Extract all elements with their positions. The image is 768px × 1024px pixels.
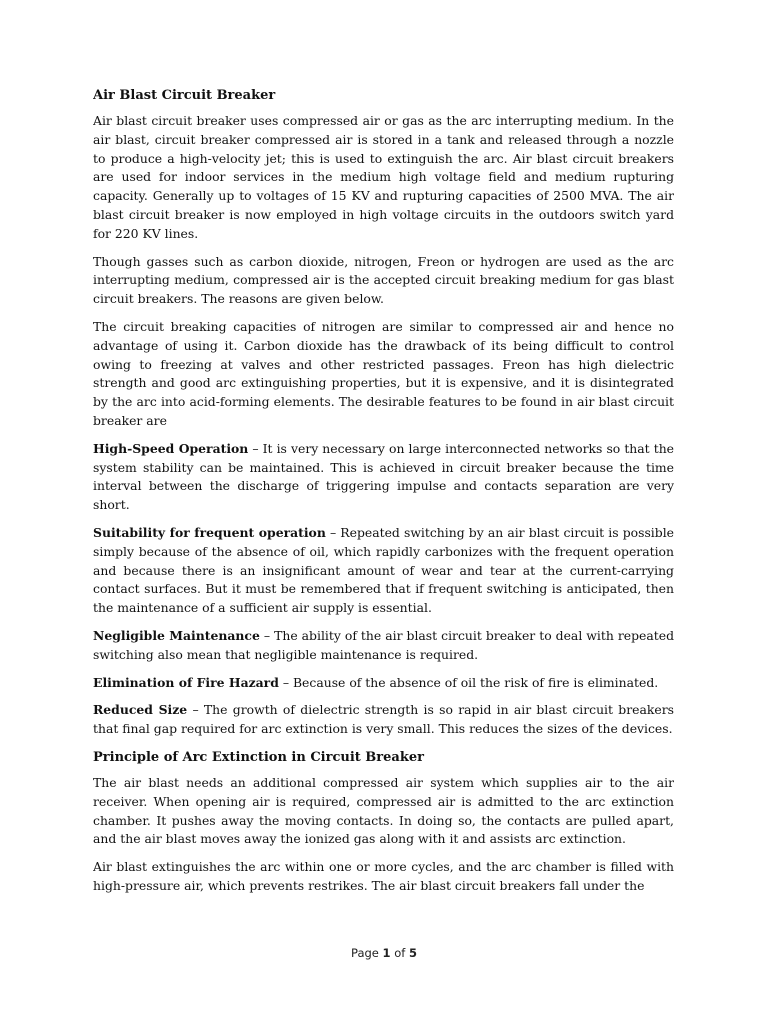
- feature-term: Elimination of Fire Hazard: [93, 674, 279, 690]
- of-label: of: [394, 946, 406, 960]
- feature-text: – Repeated switching by an air blast circuit is possible simply because of the absence of oil, which rapidly carbonizes with the frequent operation and because there is an insignificant amount of wear and tear at the current-carrying contact surfaces. But it must be remembered that if frequent switching is anticipated, then the maintenance of a sufficient air supply is essential.: [93, 524, 674, 616]
- feature-text: – The ability of the air blast circuit breaker to deal with repeated switching also mean that negligible maintenance is required.: [93, 627, 674, 662]
- feature-fire-hazard: [93, 674, 674, 693]
- feature-frequent-operation: [93, 524, 674, 618]
- section-heading: Principle of Arc Extinction in Circuit Breaker: [93, 749, 424, 765]
- paragraph: Air blast extinguishes the arc within one or more cycles, and the arc chamber is filled with high-pressure air, which prevents restrikes. The air blast circuit breakers fall under the: [93, 859, 674, 893]
- page-footer: [0, 946, 768, 960]
- feature-high-speed-operation: [93, 440, 674, 515]
- current-page-number: 1: [382, 946, 391, 960]
- paragraph: Air blast circuit breaker uses compressed air or gas as the arc interrupting medium. In the air blast, circuit breaker compressed air is stored in a tank and released through a nozzle to produce a high-velocity jet; this is used to extinguish the arc. Air blast circuit breakers are used for indoor services in the medium high voltage field and medium rupturing capacity. Generally up to voltages of 15 KV and rupturing capacities of 2500 MVA. The air blast circuit breaker is now employed in high voltage circuits in the outdoors switch yard for 220 KV lines.: [93, 113, 674, 241]
- paragraph: The circuit breaking capacities of nitrogen are similar to compressed air and hence no advantage of using it. Carbon dioxide has the drawback of its being difficult to control owing to freezing at valves and other restricted passages. Freon has high dielectric strength and good arc extinguishing properties, but it is expensive, and it is disintegrated by the arc into acid-forming elements. The desirable features to be found in air blast circuit breaker are: [93, 318, 674, 428]
- feature-text: – The growth of dielectric strength is so rapid in air blast circuit breakers that final gap required for arc extinction is very small. This reduces the sizes of the devices.: [93, 702, 674, 737]
- feature-term: Negligible Maintenance: [93, 627, 260, 643]
- feature-reduced-size: [93, 701, 674, 739]
- feature-text: – Because of the absence of oil the risk of fire is eliminated.: [278, 674, 659, 690]
- feature-negligible-maintenance: [93, 627, 674, 665]
- page-label: Page: [351, 946, 379, 960]
- feature-term: Reduced Size: [93, 702, 188, 718]
- document-title: Air Blast Circuit Breaker: [93, 88, 276, 103]
- feature-term: Suitability for frequent operation: [93, 524, 326, 540]
- total-pages-number: 5: [408, 946, 417, 960]
- page-content: [93, 86, 674, 918]
- paragraph: The air blast needs an additional compressed air system which supplies air to the air receiver. When opening air is required, compressed air is admitted to the arc extinction chamber. It pushes away the moving contacts. In doing so, the contacts are pulled apart, and the air blast moves away the ionized gas along with it and assists arc extinction.: [93, 774, 674, 847]
- feature-term: High-Speed Operation: [93, 440, 249, 456]
- feature-text: – It is very necessary on large interconnected networks so that the system stability can be maintained. This is achieved in circuit breaker because the time interval between the discharge of triggering impulse and contacts separation are very short.: [93, 440, 674, 513]
- paragraph: Though gasses such as carbon dioxide, nitrogen, Freon or hydrogen are used as the arc interrupting medium, compressed air is the accepted circuit breaking medium for gas blast circuit breakers. The reasons are given below.: [93, 253, 674, 307]
